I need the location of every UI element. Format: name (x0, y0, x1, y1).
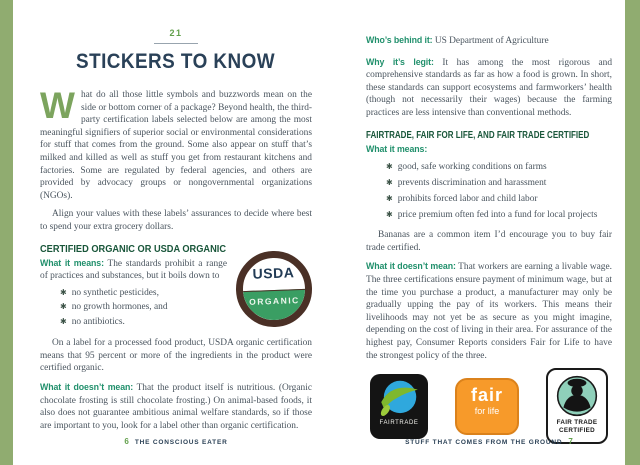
page-title: STICKERS TO KNOW (76, 50, 276, 73)
footer-right (366, 437, 612, 446)
chapter-title: STUFF THAT COMES FROM THE GROUND (405, 439, 563, 446)
what-it-means-label: What it means: (40, 257, 104, 268)
fair-for-life-logo (455, 378, 519, 435)
what-it-means-block (40, 257, 312, 330)
left-page (40, 0, 312, 465)
what-it-doesnt-mean-text: That workers are earning a livable wage. The three certifications ensure payment of minimum wage, but at the time you purchase a product, a manufacturer may only be gradually upping the pay of its workers. This means their livelihoods may not yet be as secure as you might imagine, depending on the cost of living in their area. For assurance of the highest pay, Consumer Reports considers Fair for Life to have the strongest policy of the three. (366, 262, 612, 361)
what-it-means-label: What it means: (366, 143, 428, 154)
why-legit-paragraph (366, 56, 612, 120)
star-bullet-icon: ✱ (386, 194, 393, 204)
right-page (366, 0, 612, 465)
list-item: ✱ no growth hormones, and (60, 302, 168, 313)
what-it-doesnt-mean-paragraph (366, 260, 612, 362)
fairtrade-logo (370, 374, 428, 439)
list-item: ✱ no antibiotics. (60, 316, 125, 327)
what-it-means-line (366, 143, 612, 157)
what-it-doesnt-mean-label: What it doesn’t mean: (40, 382, 134, 392)
why-legit-label: Why it’s legit: (366, 56, 434, 67)
star-bullet-icon: ✱ (386, 178, 393, 188)
intro-text: hat do all those little symbols and buzzwords mean on the side or bottom corner of a package? Beyond health, the third-party certification labels selected below are among the most meaningful signifiers of superior social or environmental considerations for stuff that comes from the ground. Some also appear on stuff that’s milked and killed as well as stuff you get from restaurant kitchens and factories. Some are regulated by federal agencies, and others are provided by advocacy groups or nongovernmental organizations (NGOs). (40, 90, 312, 201)
page-edge-left (0, 0, 13, 465)
fairtrade-logo-label: FAIRTRADE (379, 419, 419, 426)
usda-logo-text: USDA (252, 263, 295, 282)
bananas-paragraph: Bananas are a common item I’d encourage you to buy fair trade certified. (366, 230, 612, 253)
whos-behind-paragraph (366, 34, 612, 48)
processed-food-paragraph: On a label for a processed food product, USDA organic certification means that 95 percent or more of the ingredients in the product were certified organic. (40, 338, 312, 374)
book-title: THE CONSCIOUS EATER (134, 439, 228, 446)
list-item: ✱ prevents discrimination and harassment (386, 178, 547, 189)
fair-for-life-text-2: for life (474, 405, 500, 416)
usda-organic-text: ORGANIC (248, 294, 300, 307)
whos-behind-text: US Department of Agriculture (434, 36, 549, 46)
what-it-doesnt-mean-paragraph (40, 381, 312, 432)
fairtrade-mark-icon (376, 377, 422, 421)
certification-logos-row (366, 368, 612, 444)
intro-paragraph-2: Align your values with these labels’ assurances to decide where best to spend your extra grocery dollars. (40, 209, 312, 232)
page-number: 7 (568, 437, 573, 446)
what-it-means-text: The standards prohibit a range of practices and substances, but it boils down to (40, 258, 227, 282)
list-item: ✱ no synthetic pesticides, (60, 287, 159, 298)
why-legit-text: It has among the most rigorous and comprehensive standards as far as how a food is grown. In short, these standards can support ecosystems and farmworkers’ health (though not necessarily their wages) because the farming practices are less intensive than conventional methods. (366, 57, 613, 118)
fair-for-life-text-1: fair (470, 384, 503, 405)
drop-cap: W (40, 85, 75, 126)
list-item: ✱ good, safe working conditions on farms (386, 162, 547, 173)
chapter-number: 21 (169, 28, 183, 38)
whos-behind-label: Who’s behind it: (366, 35, 433, 45)
page-number: 6 (124, 437, 129, 446)
section-heading-organic: CERTIFIED ORGANIC OR USDA ORGANIC (40, 242, 227, 255)
what-it-doesnt-mean-text: That the product itself is nutritious. (Organic chocolate frosting is still chocolate frosting.) On animal-based foods, it also does not guarantee ambitious animal welfare standards, so if those are important to you, look for a label other than organic certification. (40, 383, 312, 431)
star-bullet-icon: ✱ (386, 210, 393, 220)
star-bullet-icon: ✱ (386, 162, 393, 172)
list-item: ✱ price premium often fed into a fund for local projects (386, 210, 598, 221)
fairtrade-bullet-list (366, 159, 612, 223)
star-bullet-icon: ✱ (60, 302, 67, 312)
title-rule (154, 43, 198, 44)
ftc-text-1: FAIR TRADE (556, 419, 598, 427)
usda-organic-logo (236, 251, 312, 327)
intro-paragraph (40, 85, 312, 202)
fair-trade-certified-logo (546, 368, 608, 444)
section-heading-fairtrade: FAIRTRADE, FAIR FOR LIFE, AND FAIR TRADE CERTIFIED (366, 129, 590, 141)
star-bullet-icon: ✱ (60, 287, 67, 297)
list-item: ✱ prohibits forced labor and child labor (386, 194, 538, 205)
footer-left (40, 437, 312, 446)
page-edge-right (625, 0, 640, 465)
ftc-text-2: CERTIFIED (559, 426, 595, 434)
what-it-doesnt-mean-label: What it doesn’t mean: (366, 261, 456, 272)
star-bullet-icon: ✱ (60, 316, 67, 326)
fair-trade-certified-mark-icon (554, 373, 600, 419)
